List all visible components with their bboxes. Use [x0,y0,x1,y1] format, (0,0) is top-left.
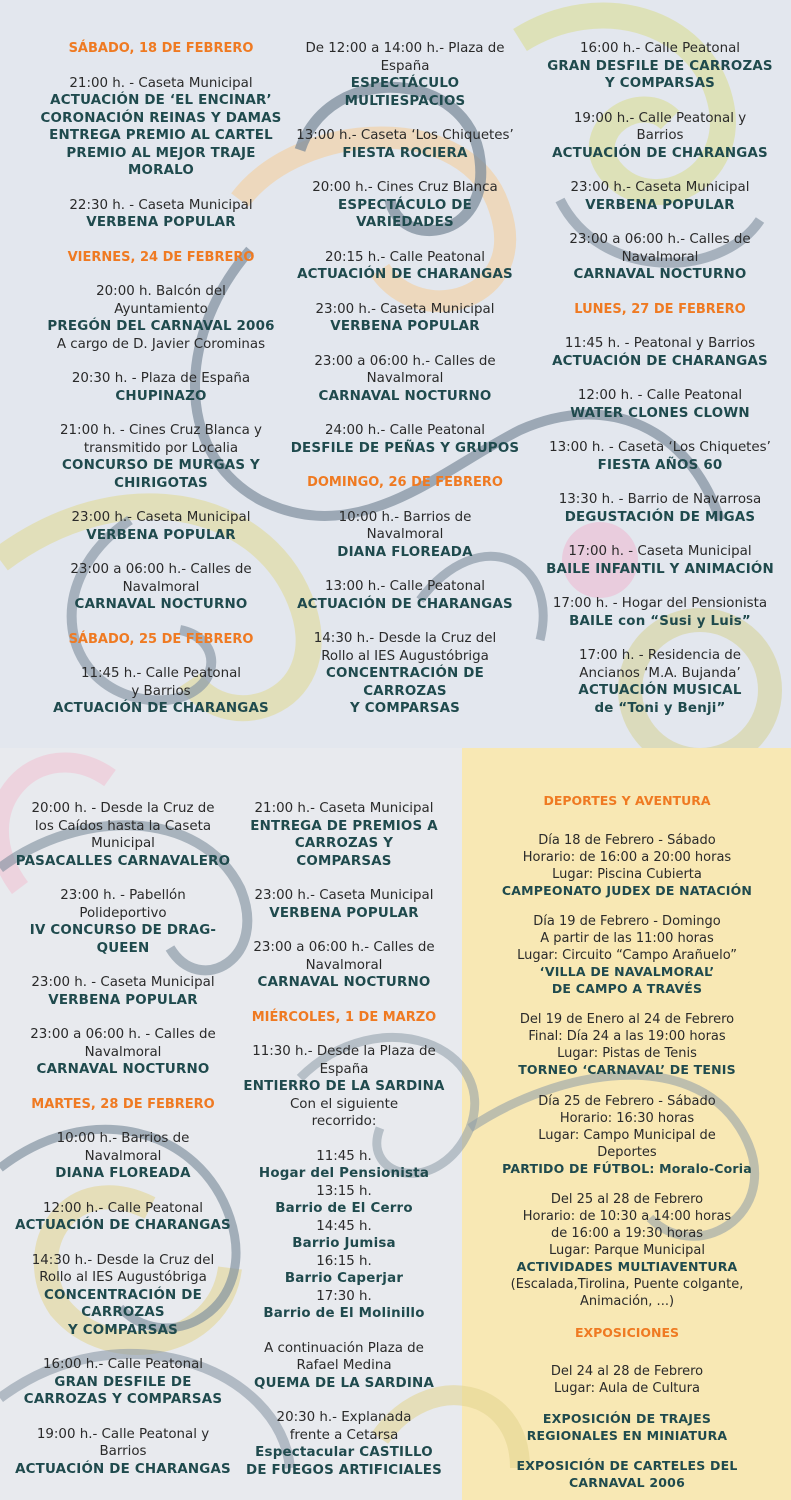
event-detail: Día 19 de Febrero - Domingo [533,914,721,929]
event-detail: 17:00 h. - Caseta Municipal [568,544,752,559]
event-title: Y COMPARSAS [67,1322,178,1338]
event-detail: 11:45 h. - Peatonal y Barrios [564,336,756,351]
event-item [222,887,466,922]
event-detail: 10:00 h.- Barrios de [338,509,472,525]
event-item [510,231,791,284]
event-detail: Navalmoral [366,371,444,386]
event-detail: 22:30 h. - Caseta Municipal [69,197,253,213]
route-place: Barrio de El Cerro [275,1201,413,1216]
event-title: ACTIVIDADES MULTIAVENTURA [516,1259,738,1274]
event-title: FIESTA AÑOS 60 [597,457,723,473]
event-title: TORNEO ‘CARNAVAL’ DE TENIS [518,1062,736,1077]
event-detail: 11:45 h.- Calle Peatonal [80,666,242,681]
event-detail: 20:00 h.- Cines Cruz Blanca [312,180,498,195]
event-title: ACTUACIÓN DE CHARANGAS [15,1218,231,1233]
event-title: PREGÓN DEL CARNAVAL 2006 [47,319,275,334]
event-item [482,1458,772,1491]
event-title: CARROZAS [363,683,447,699]
event-title: CONCURSO DE MURGAS Y [62,458,260,473]
day-heading: DOMINGO, 26 DE FEBRERO [307,475,503,490]
event-title: CARNAVAL NOCTURNO [74,597,248,612]
event-detail: Lugar: Pistas de Tenis [557,1046,697,1061]
event-title: DIANA FLOREADA [337,544,473,560]
event-detail: Del 24 al 28 de Febrero [550,1364,704,1379]
event-title: PASACALLES CARNAVALERO [15,853,231,869]
route-time: 13:15 h. [316,1183,372,1199]
day-heading: VIERNES, 24 DE FEBRERO [67,249,255,265]
event-detail: 14:30 h.- Desde la Cruz del [313,631,497,646]
event-item [510,179,791,214]
event-title: ACTUACIÓN DE CHARANGAS [552,353,768,369]
event-title: ACTUACIÓN DE CHARANGAS [552,145,768,161]
event-title: BAILE con “Susi y Luis” [569,613,751,629]
event-note: Con el siguiente [289,1096,399,1112]
event-detail: De 12:00 a 14:00 h.- Plaza de [305,41,505,56]
event-title: MORALO [127,163,195,178]
event-title: CONCENTRACIÓN DE [44,1287,202,1303]
event-title: ESPECTÁCULO [350,76,460,91]
event-title: DEGUSTACIÓN DE MIGAS [564,509,756,525]
event-title: DESFILE DE PEÑAS Y GRUPOS [290,440,520,456]
event-detail: 17:00 h. - Residencia de [578,648,742,663]
event-item [222,1148,466,1323]
event-detail: 23:00 h. - Pabellón [60,888,186,903]
route-place: Barrio Caperjar [284,1271,404,1286]
event-item [510,387,791,422]
event-item [0,887,246,957]
event-title: WATER CLONES CLOWN [570,405,750,421]
event-detail: 21:00 h. - Caseta Municipal [69,75,253,91]
event-detail: y Barrios [131,683,191,699]
event-item [0,1200,246,1235]
event-detail: Navalmoral [366,527,444,542]
event-title: ESPECTÁCULO DE [338,197,472,213]
event-detail: 11:30 h.- Desde la Plaza de [252,1044,436,1059]
event-detail: 23:00 h.- Caseta Municipal [315,301,495,317]
day-heading: SÁBADO, 25 DE FEBRERO [68,631,254,647]
event-title: CARNAVAL NOCTURNO [573,267,747,282]
event-detail: Día 18 de Febrero - Sábado [538,832,716,848]
event-detail: 21:00 h. - Cines Cruz Blanca y [60,423,262,438]
day-heading: SÁBADO, 18 DE FEBRERO [68,41,254,56]
event-detail: Barrios [99,1444,147,1459]
event-title: PREMIO AL MEJOR TRAJE [66,145,256,161]
event-detail: Lugar: Parque Municipal [549,1243,705,1258]
event-detail: Navalmoral [621,249,699,265]
event-note: recorrido: [311,1114,377,1129]
event-title: COMPARSAS [296,853,392,869]
route-place: Barrio Jumisa [292,1236,396,1251]
event-item [510,439,791,474]
event-title: GRAN DESFILE DE [54,1374,192,1390]
event-detail: Ayuntamiento [114,301,208,317]
event-item [0,800,246,870]
event-detail: 17:00 h. - Hogar del Pensionista [552,596,768,611]
event-title: VERBENA POPULAR [269,905,419,921]
event-item [222,800,466,870]
event-title: VARIEDADES [356,215,454,230]
route-time: 14:45 h. [316,1218,372,1234]
event-title: ACTUACIÓN DE CHARANGAS [53,701,269,716]
event-item [510,40,791,93]
event-item [222,1043,466,1131]
event-title: ACTUACIÓN DE ‘EL ENCINAR’ [50,93,272,108]
event-detail: 23:00 a 06:00 h. - Calles de [30,1027,216,1042]
event-title: MULTIESPACIOS [344,93,466,109]
top-column-3 [510,40,791,734]
bottom-column-1 [0,800,246,1495]
event-detail: 20:30 h.- Explanada [276,1410,412,1425]
event-detail: Rollo al IES Augustóbriga [39,1270,207,1285]
event-title: CAMPEONATO JUDEX DE NATACIÓN [501,882,753,898]
event-detail: Rafael Medina [296,1358,392,1373]
event-detail: 19:00 h.- Calle Peatonal y [573,110,747,126]
event-title: VERBENA POPULAR [330,319,480,334]
event-detail: Lugar: Piscina Cubierta [552,866,702,882]
event-title: CHIRIGOTAS [114,475,208,491]
event-title: GRAN DESFILE DE CARROZAS [547,58,773,74]
event-detail: Del 19 de Enero al 24 de Febrero [519,1012,735,1027]
event-detail: Día 25 de Febrero - Sábado [538,1093,716,1109]
event-title: VERBENA POPULAR [48,992,198,1008]
event-title: ACTUACIÓN MUSICAL [578,683,742,698]
event-title: VERBENA POPULAR [585,197,735,213]
day-heading: MARTES, 28 DE FEBRERO [31,1096,215,1112]
route-time: 17:30 h. [316,1288,372,1304]
event-detail: 13:00 h.- Calle Peatonal [324,579,486,594]
event-item [0,1252,246,1340]
bottom-column-2 [222,800,466,1496]
event-detail: frente a Cetarsa [289,1427,399,1443]
event-detail: 23:00 a 06:00 h.- Calles de [70,562,252,577]
event-item [482,1093,772,1178]
event-title: EXPOSICIÓN DE CARTELES DEL [516,1458,738,1473]
event-detail: España [319,1061,369,1077]
event-title: VERBENA POPULAR [86,215,236,230]
day-heading: MIÉRCOLES, 1 DE MARZO [251,1009,437,1025]
event-detail: 23:00 a 06:00 h.- Calles de [569,232,751,247]
event-title: CARROZAS [81,1305,165,1320]
event-detail: 21:00 h.- Caseta Municipal [254,801,434,816]
event-detail: 13:00 h. - Caseta ‘Los Chiquetes’ [549,440,771,455]
event-detail: 12:00 h. - Calle Peatonal [577,388,743,403]
event-detail: Lugar: Aula de Cultura [554,1381,700,1396]
event-detail: Polideportivo [79,905,167,921]
event-item [482,1411,772,1444]
event-detail: 23:00 a 06:00 h.- Calles de [314,353,496,369]
sports-column [482,792,772,1500]
event-item [0,974,246,1009]
event-title: REGIONALES EN MINIATURA [526,1427,728,1443]
event-item [0,1426,246,1479]
event-title: CONCENTRACIÓN DE [326,666,484,681]
event-detail: Horario: de 10:30 a 14:00 horas [522,1209,732,1224]
event-detail: Navalmoral [305,957,383,973]
event-note: Animación, ...) [579,1293,675,1309]
event-item [482,1191,772,1310]
event-detail: Deportes [597,1144,657,1160]
bottom-panel [0,748,791,1500]
event-detail: 20:30 h. - Plaza de España [71,371,251,386]
event-detail: Final: Día 24 a las 19:00 horas [528,1029,726,1044]
event-detail: Navalmoral [84,1148,162,1164]
event-item [482,832,772,900]
event-detail: A continuación Plaza de [264,1340,424,1356]
event-title: CHUPINAZO [115,388,207,404]
event-title: de “Toni y Benji” [594,700,726,716]
event-title: QUEMA DE LA SARDINA [253,1375,435,1391]
event-detail: Municipal [91,836,155,851]
route-place: Hogar del Pensionista [258,1166,430,1181]
event-detail: 23:00 h.- Caseta Municipal [570,180,750,195]
event-title: CORONACIÓN REINAS Y DAMAS [40,110,282,126]
top-panel [0,0,791,748]
route-place: Barrio de El Molinillo [263,1306,425,1321]
event-item [510,491,791,526]
event-title: Y COMPARSAS [604,76,715,91]
event-title: ENTREGA DE PREMIOS A [250,818,438,834]
section-heading: EXPOSICIONES [574,1324,680,1340]
event-item [482,1011,772,1079]
event-detail: 13:00 h.- Caseta ‘Los Chiquetes’ [296,128,514,143]
event-item [510,335,791,370]
event-detail: 23:00 a 06:00 h.- Calles de [253,940,435,955]
event-detail: Lugar: Campo Municipal de [538,1127,716,1143]
event-title: BAILE INFANTIL Y ANIMACIÓN [546,561,774,577]
event-title: ‘VILLA DE NAVALMORAL’ [539,964,715,979]
event-title: CARNAVAL NOCTURNO [318,388,492,404]
event-title: Y COMPARSAS [349,701,460,716]
event-title: FIESTA ROCIERA [342,145,468,161]
event-title: PARTIDO DE FÚTBOL: Moralo-Coria [502,1160,752,1176]
event-detail: 13:30 h. - Barrio de Navarrosa [558,492,762,507]
event-title: CARROZAS Y COMPARSAS [23,1392,223,1407]
section-heading: DEPORTES Y AVENTURA [543,793,711,808]
event-detail: 12:00 h.- Calle Peatonal [42,1200,204,1216]
event-detail: Navalmoral [84,1044,162,1060]
event-title: CARNAVAL NOCTURNO [257,975,431,990]
event-item [510,110,791,163]
event-item [0,1130,246,1183]
event-item [0,1356,246,1409]
day-heading: LUNES, 27 DE FEBRERO [574,301,746,317]
event-title: EXPOSICIÓN DE TRAJES [542,1411,712,1426]
event-detail: los Caídos hasta la Caseta [34,818,212,834]
event-detail: A partir de las 11:00 horas [540,931,714,946]
event-detail: 20:00 h. - Desde la Cruz de [31,801,215,816]
event-item [510,595,791,630]
event-title: IV CONCURSO DE DRAG- [29,923,217,938]
event-title: ENTIERRO DE LA SARDINA [243,1079,445,1094]
event-detail: 19:00 h.- Calle Peatonal y [36,1426,210,1442]
route-time: 16:15 h. [316,1253,372,1269]
event-detail: 16:00 h.- Calle Peatonal [42,1357,204,1372]
event-detail: Ancianos ‘M.A. Bujanda’ [579,665,741,681]
event-detail: 14:30 h.- Desde la Cruz del [31,1252,215,1268]
event-title: ACTUACIÓN DE CHARANGAS [297,267,513,282]
event-title: VERBENA POPULAR [86,527,236,543]
event-item [482,913,772,997]
event-detail: Navalmoral [122,579,200,595]
event-detail: 20:00 h. Balcón del [96,284,226,299]
event-detail: Lugar: Circuito “Campo Arañuelo” [517,948,737,963]
event-title: CARNAVAL 2006 [569,1474,685,1490]
event-detail: de 16:00 a 19:30 horas [551,1226,703,1241]
event-detail: Horario: de 16:00 a 20:00 horas [522,849,732,865]
route-time: 11:45 h. [316,1148,372,1164]
event-detail: Rollo al IES Augustóbriga [321,648,489,664]
event-title: ENTREGA PREMIO AL CARTEL [49,128,273,143]
event-detail: Horario: 16:30 horas [559,1110,695,1126]
event-detail: 23:00 h. - Caseta Municipal [31,975,215,990]
event-detail: 16:00 h.- Calle Peatonal [579,41,741,56]
event-title: Espectacular CASTILLO [255,1445,433,1460]
event-detail: 24:00 h.- Calle Peatonal [324,423,486,438]
event-item [510,543,791,578]
event-item [222,1340,466,1393]
event-title: CARROZAS Y [294,836,394,851]
event-note: (Escalada,Tirolina, Puente colgante, [510,1276,744,1292]
event-title: DE FUEGOS ARTIFICIALES [246,1462,442,1478]
event-item [222,1409,466,1479]
event-detail: 20:15 h.- Calle Peatonal [324,249,486,265]
event-detail: España [380,58,430,74]
event-title: CARNAVAL NOCTURNO [36,1062,210,1077]
event-item [510,647,791,717]
event-title: ACTUACIÓN DE CHARANGAS [297,596,513,612]
event-title: ACTUACIÓN DE CHARANGAS [15,1461,231,1477]
event-detail: 23:00 h.- Caseta Municipal [71,510,251,525]
event-item [482,1363,772,1397]
event-detail: Barrios [636,128,684,143]
event-detail: Del 25 al 28 de Febrero [550,1192,704,1207]
event-note: A cargo de D. Javier Corominas [56,336,266,352]
event-detail: 23:00 h.- Caseta Municipal [254,888,434,903]
event-detail: 10:00 h.- Barrios de [56,1131,190,1146]
event-item [222,939,466,992]
event-title: DE CAMPO A TRAVÉS [551,980,703,996]
event-title: DIANA FLOREADA [55,1166,191,1181]
event-item [0,1026,246,1079]
event-title: QUEEN [96,940,150,956]
event-detail: transmitido por Localia [83,440,239,456]
